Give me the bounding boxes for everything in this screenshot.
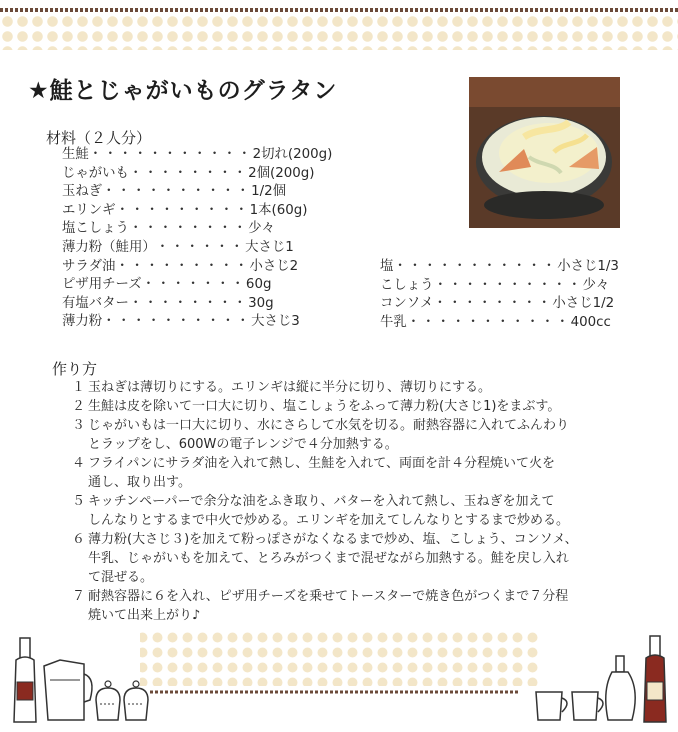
ingredient-name: 牛乳 [380,314,407,330]
step-number: ２ [72,399,86,414]
ingredients-list-left [62,146,332,332]
leader-dots: ・・・・・・・・ [128,221,249,237]
ingredient-amount: 400cc [570,314,611,330]
top-decorative-band [0,0,678,52]
ingredient-name: こしょう [380,277,434,293]
ingredient-amount: 小さじ2 [249,258,299,274]
leader-dots: ・・・・・・・・・ [115,258,250,274]
ingredient-name: 薄力粉 [62,314,103,330]
list-item [380,258,619,277]
ingredient-name: エリンギ [62,202,116,218]
step-text: て混ぜる。 [88,570,154,585]
ingredient-name: 生鮭 [62,147,89,162]
list-item [62,276,332,295]
ingredient-amount: 大さじ1 [245,239,294,255]
step-text: キッチンペーパーで余分な油をふき取り、バターを入れて熱し、玉ねぎを加えて [88,494,555,509]
ingredient-amount: 大さじ3 [251,314,300,330]
wine-bottle-icon [14,638,36,722]
step-text: 焼いて出来上がり♪ [88,608,201,623]
step-number: １ [72,380,86,395]
leader-dots: ・・・・・・・・・・・ [393,259,558,274]
wine-bottle-icon [644,636,666,722]
step-number: ５ [72,494,86,509]
step-number: ４ [72,456,86,471]
list-item [62,239,332,258]
step-text: 生鮭は皮を除いて一口大に切り、塩こしょうをふって薄力粉(大さじ1)をまぶす。 [88,399,561,414]
dot-pattern [0,14,678,50]
leader-dots: ・・・・・・・・・ [115,202,250,218]
list-item [72,454,652,492]
leader-dots: ・・・・・・・・ [128,165,249,181]
list-item [62,202,332,221]
recipe-title: ★鮭とじゃがいものグラタン [28,78,338,104]
ingredient-amount: 小さじ1/3 [557,259,619,274]
ingredient-amount: 2切れ(200g) [252,147,333,162]
cup-icon [572,692,603,720]
step-text: しんなりとするまで中火で炒める。エリンギを加えてしんなりとするまで炒める。 [88,513,570,528]
ingredient-amount: 2個(200g) [248,165,315,181]
step-text: 通し、取り出す。 [88,475,191,490]
step-text: とラップをし、600Wの電子レンジで４分加熱する。 [88,437,398,452]
bottom-decorative-band [0,630,678,728]
step-text: 耐熱容器に６を入れ、ピザ用チーズを乗せてトースターで焼き色がつくまで７分程 [88,589,569,604]
list-item [62,258,332,277]
ingredient-name: 玉ねぎ [62,184,103,200]
step-text: 牛乳、じゃがいもを加えて、とろみがつくまで混ぜながら加熱する。鮭を戻し入れ [88,551,569,566]
ingredient-amount: 少々 [248,221,275,237]
leader-dots: ・・・・・・・・・・ [433,277,583,293]
ingredient-amount: 少々 [582,277,610,293]
ingredient-name: コンソメ [380,296,434,312]
list-item [62,313,332,332]
leader-dots: ・・・・・・・・ [128,295,249,311]
ingredient-amount: 小さじ1/2 [552,296,615,312]
list-item [72,397,652,416]
sugar-pot-icon [96,681,120,720]
list-item [380,277,619,296]
ingredient-amount: 30g [248,295,274,311]
ingredient-name: サラダ油 [62,258,116,274]
list-item [62,183,332,202]
list-item [72,492,652,530]
ingredient-amount: 1本(60g) [249,202,308,218]
leader-dots: ・・・・・・・・・・ [102,184,252,200]
cup-icon [536,692,567,720]
ingredient-name: 塩こしょう [62,221,129,237]
sugar-pot-icon [124,681,148,720]
ingredient-name: 塩 [380,259,394,274]
list-item [72,530,652,587]
ingredient-name: ピザ用チーズ [62,277,142,293]
list-item [62,295,332,314]
list-item [380,295,619,314]
ingredients-list-right [380,258,619,332]
list-item [72,378,652,397]
top-stitch-line [0,8,678,12]
list-item [62,165,332,184]
gratin-photo [469,77,620,228]
step-text: 薄力粉(大さじ３)を加えて粉っぽさがなくなるまで炒め、塩、こしょう、コンソメ、 [88,532,578,547]
list-item [72,587,652,625]
ingredient-name: 有塩バター [62,295,129,311]
ingredient-amount: 1/2個 [251,184,287,200]
leader-dots: ・・・・・・・ [141,277,246,293]
step-text: じゃがいもは一口大に切り、水にさらして水気を切る。耐熱容器に入れてふんわり [88,418,570,433]
step-number: ３ [72,418,86,433]
list-item [380,314,619,333]
ingredient-amount: 60g [245,277,272,293]
step-text: 玉ねぎは薄切りにする。エリンギは縦に半分に切り、薄切りにする。 [88,380,492,395]
leader-dots: ・・・・・・・・・・・ [88,147,253,162]
list-item [62,146,332,165]
ingredients-heading: 材料（２人分） [46,129,152,147]
leader-dots: ・・・・・・ [155,239,246,255]
ingredient-name: 薄力粉（鮭用） [62,239,156,255]
list-item [72,416,652,454]
leader-dots: ・・・・・・・・・・ [102,314,252,330]
oil-bottle-icon [606,656,635,720]
list-item [62,220,332,239]
milk-pitcher-icon [44,660,92,720]
leader-dots: ・・・・・・・・ [433,296,553,312]
step-number: ７ [72,589,86,604]
leader-dots: ・・・・・・・・・・・ [406,314,571,330]
method-heading: 作り方 [52,360,98,378]
step-number: ６ [72,532,86,547]
method-steps [72,378,652,625]
ingredient-name: じゃがいも [62,165,129,181]
step-text: フライパンにサラダ油を入れて熱し、生鮭を入れて、両面を計４分程焼いて火を [88,456,555,471]
